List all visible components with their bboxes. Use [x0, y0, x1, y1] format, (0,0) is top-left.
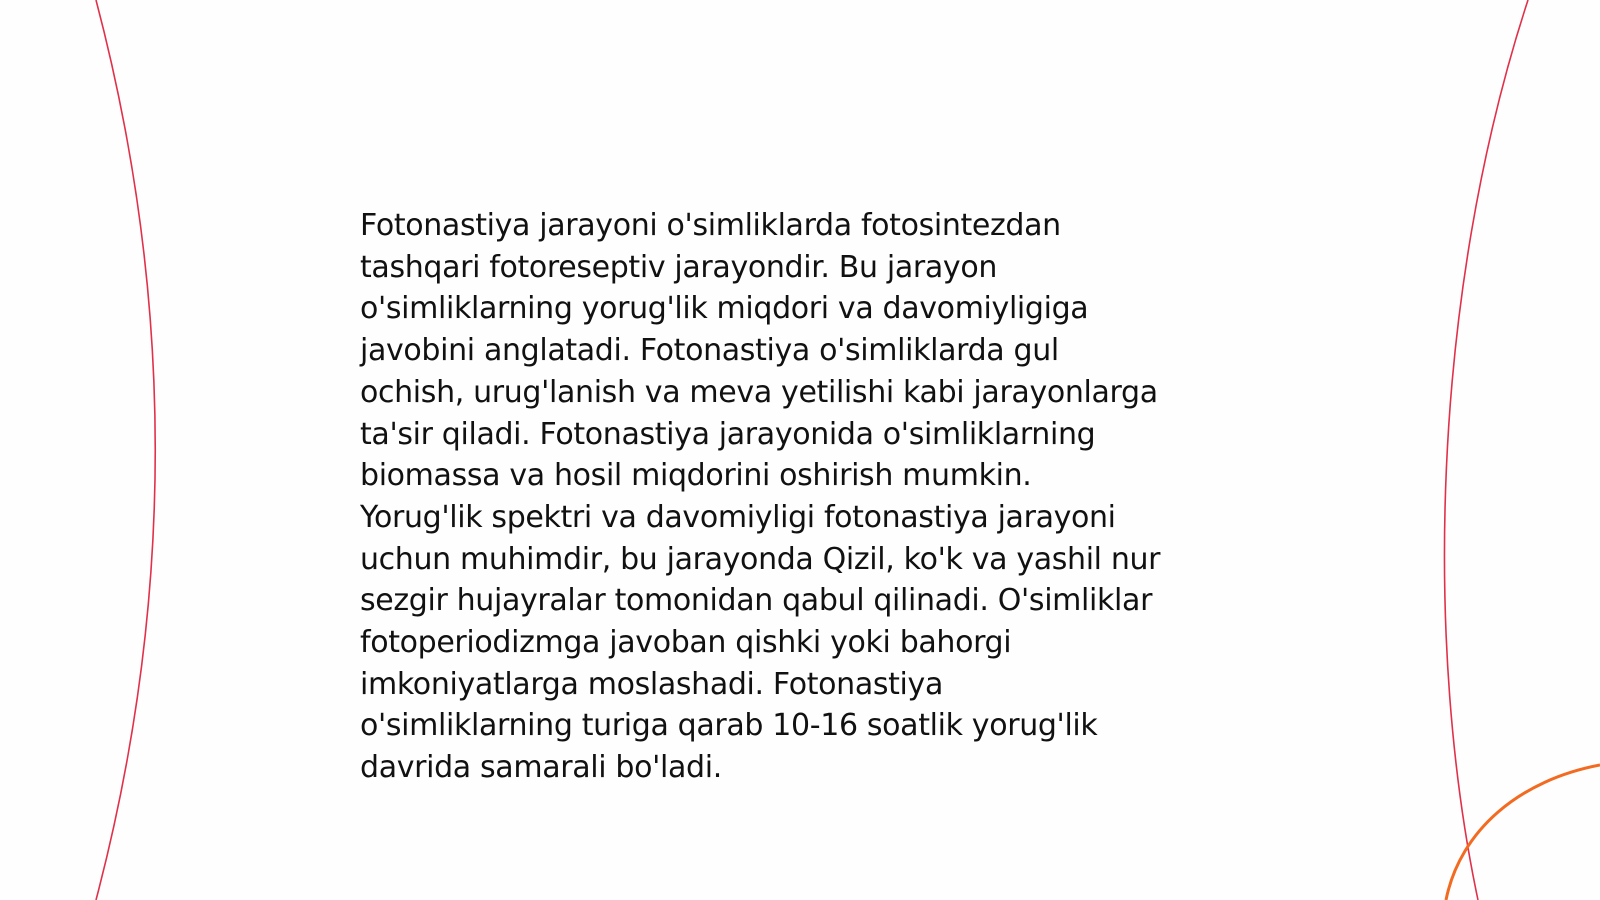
paragraph-line: ochish, urug'lanish va meva yetilishi kabi jarayonlarga	[360, 374, 1158, 410]
paragraph-line: biomassa va hosil miqdorini oshirish mumkin.	[360, 458, 1032, 494]
paragraph-line: javobini anglatadi. Fotonastiya o'simliklarda gul	[360, 333, 1059, 369]
paragraph-line: sezgir hujayralar tomonidan qabul qilinadi. O'simliklar	[360, 583, 1153, 619]
paragraph-line: davrida samarali bo'ladi.	[360, 750, 722, 786]
orange-arc	[1446, 765, 1600, 900]
paragraph-line: uchun muhimdir, bu jarayonda Qizil, ko'k va yashil nur	[360, 541, 1161, 577]
paragraph-line: ta'sir qiladi. Fotonastiya jarayonida o'simliklarning	[360, 416, 1096, 452]
paragraph-line: o'simliklarning turiga qarab 10-16 soatlik yorug'lik	[360, 708, 1098, 744]
right-red-curve	[1444, 0, 1528, 900]
paragraph-line: Yorug'lik spektri va davomiyligi fotonastiya jarayoni	[360, 499, 1116, 535]
left-red-curve	[96, 0, 155, 900]
paragraph-line: fotoperiodizmga javoban qishki yoki bahorgi	[360, 625, 1012, 661]
paragraph-line: imkoniyatlarga moslashadi. Fotonastiya	[360, 666, 943, 702]
paragraph-line: Fotonastiya jarayoni o'simliklarda fotosintezdan	[360, 208, 1061, 243]
body-paragraph	[360, 205, 1260, 789]
paragraph-line: o'simliklarning yorug'lik miqdori va davomiyligiga	[360, 291, 1089, 327]
paragraph-line: tashqari fotoreseptiv jarayondir. Bu jarayon	[360, 249, 997, 285]
